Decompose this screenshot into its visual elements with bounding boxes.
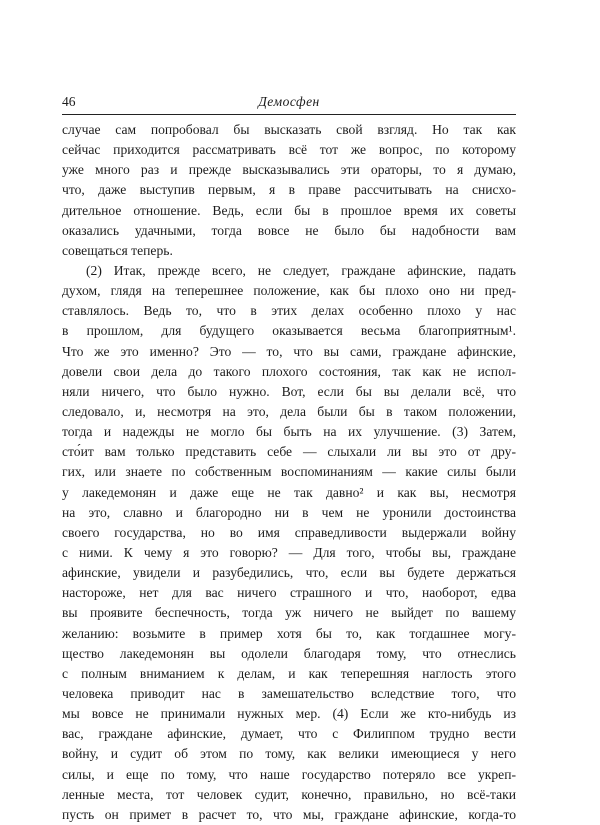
text-line: совещаться теперь. [62, 242, 173, 258]
text-line: мы вовсе не принимали нужных мер. (4) Если же кто-нибудь из [62, 706, 516, 722]
text-line: своего государства, но во имя справедливости выдержали войну [62, 524, 516, 540]
text-line: силы, и еще по тому, что наше государство потеряло все укреп- [62, 766, 516, 782]
text-line: у лакедемонян и даже еще не так давно² и как вы, несмотря [62, 484, 516, 500]
page-number: 46 [62, 94, 76, 109]
text-line: вас, граждане афинские, думает, что с Филиппом трудно вести [62, 726, 516, 742]
text-line: человека приводит нас в замешательство вследствие того, что [62, 685, 516, 701]
body-text [62, 120, 516, 825]
text-line: с полным вниманием к делам, и как теперешняя наглость этого [62, 665, 516, 681]
text-line: на это, славно и благородно ни в чем не уронили достоинства [62, 504, 516, 520]
text-line: духом, глядя на теперешнее положение, как бы плохо оно ни пред- [62, 283, 516, 299]
text-line: тогда и надежды не могло бы быть на их улучшение. (3) Затем, [62, 424, 516, 440]
text-line: сто́ит вам только представить себе — слыхали ли вы это от дру- [62, 444, 516, 460]
text-line: уже много раз и прежде высказывались эти ораторы, то я думаю, [62, 162, 516, 178]
text-line: няли ничего, что было нужно. Вот, если бы вы делали всё, что [62, 383, 516, 399]
text-line: с ними. К чему я это говорю? — Для того, чтобы вы, граждане [62, 544, 516, 560]
text-line: ленные места, тот человек судит, конечно, правильно, но всё-таки [62, 786, 516, 802]
text-line: дительное отношение. Ведь, если бы в прошлое время их советы [62, 202, 516, 218]
text-line: сейчас приходится рассматривать всё тот же вопрос, по которому [62, 142, 516, 158]
header-rule [62, 114, 516, 115]
text-line: настороже, нет для вас ничего страшного и что, наоборот, едва [62, 585, 516, 601]
text-line: гих, или знаете по собственным воспоминаниям — какие силы были [62, 464, 516, 480]
running-header [62, 94, 516, 112]
text-line: случае сам попробовал бы высказать свой взгляд. Но так как [62, 122, 516, 137]
text-line: (2) Итак, прежде всего, не следует, граждане афинские, падать [86, 262, 516, 278]
text-line: Что же это именно? Это — то, что вы сами, граждане афинские, [62, 343, 516, 359]
text-line: щество лакедемонян вы одолели благодаря тому, что отнеслись [62, 645, 516, 661]
text-line: ставлялось. Ведь то, что в этих делах особенно плохо у нас [62, 303, 516, 319]
text-line: пусть он примет в расчет то, что мы, граждане афинские, когда-то [62, 806, 516, 822]
text-line: довели свои дела до такого плохого состояния, так как не испол- [62, 363, 516, 379]
text-line: вы проявите беспечность, тогда уж ничего не выйдет по вашему [62, 605, 516, 621]
text-line: что, даже выступив первым, я в праве рассчитывать на снисхо- [62, 182, 516, 198]
text-line: желанию: возьмите в пример хотя бы то, как тогдашнее могу- [62, 625, 516, 641]
text-line: следовало, и, несмотря на это, дела были бы в таком положении, [62, 403, 516, 419]
text-line: афинские, увидели и разубедились, что, если вы будете держаться [62, 565, 516, 581]
text-line: войну, и судит об этом по тому, как велики имеющиеся у него [62, 746, 516, 762]
running-title: Демосфен [258, 94, 320, 109]
text-line: в прошлом, для будущего оказывается весьма благоприятным¹. [62, 323, 516, 339]
text-line: оказались удачными, тогда вовсе не было бы надобности вам [62, 222, 516, 238]
